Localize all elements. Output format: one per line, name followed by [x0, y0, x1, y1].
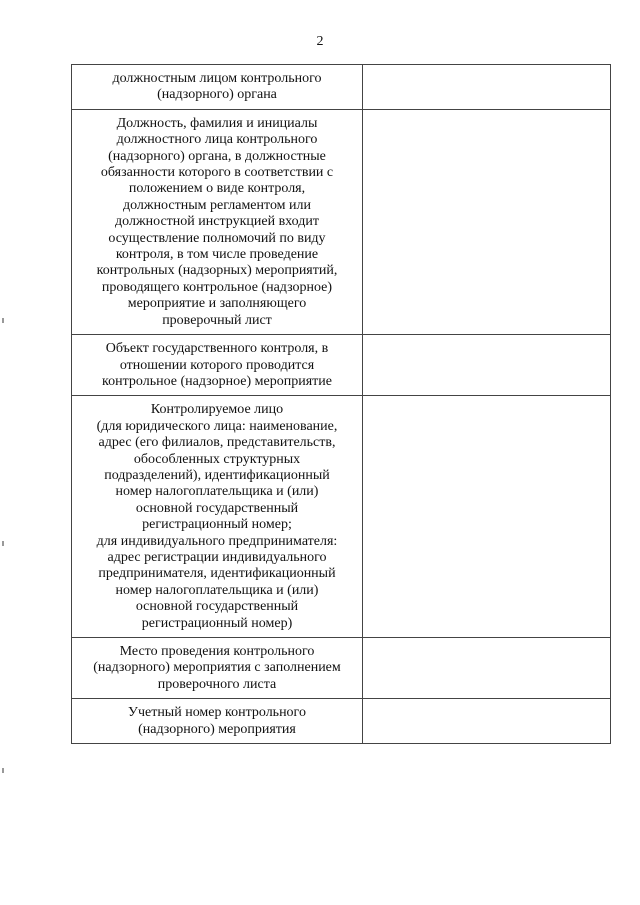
row-value-controlled-person[interactable]: [363, 396, 611, 638]
row-value-control-object[interactable]: [363, 335, 611, 396]
row-value-registration-number[interactable]: [363, 699, 611, 744]
form-row: [72, 638, 611, 699]
row-value-official[interactable]: [363, 65, 611, 110]
row-label-controlled-person: Контролируемое лицо (для юридического лица: наименование, адрес (его филиалов, представительств, обособленных структурных подразделений), идентификационный номер налогоплательщика и (или) основной государственный регистрационный номер; для индивидуального предпринимателя: адрес регистрации индивидуального предпринимателя, идентификационный номер налогоплательщика и (или) основной государственный регистрационный номер): [72, 396, 363, 638]
row-value-inspector-position[interactable]: [363, 109, 611, 334]
row-label-official: должностным лицом контрольного (надзорного) органа: [72, 65, 363, 110]
form-row: [72, 109, 611, 334]
scan-mark: [2, 541, 4, 546]
row-label-control-object: Объект государственного контроля, в отношении которого проводится контрольное (надзорное) мероприятие: [72, 335, 363, 396]
row-label-registration-number: Учетный номер контрольного (надзорного) мероприятия: [72, 699, 363, 744]
scan-mark: [2, 318, 4, 323]
page-number: 2: [316, 34, 324, 49]
form-row: [72, 335, 611, 396]
row-label-location: Место проведения контрольного (надзорного) мероприятия с заполнением проверочного листа: [72, 638, 363, 699]
row-value-location[interactable]: [363, 638, 611, 699]
checklist-form-table: [71, 64, 611, 744]
form-row: [72, 396, 611, 638]
row-label-inspector-position: Должность, фамилия и инициалы должностного лица контрольного (надзорного) органа, в должностные обязанности которого в соответствии с положением о виде контроля, должностным регламентом или должностной инструкцией входит осуществление полномочий по виду контроля, в том числе проведение контрольных (надзорных) мероприятий, проводящего контрольное (надзорное) мероприятие и заполняющего проверочный лист: [72, 109, 363, 334]
scan-mark: [2, 768, 4, 773]
form-row: [72, 65, 611, 110]
form-row: [72, 699, 611, 744]
